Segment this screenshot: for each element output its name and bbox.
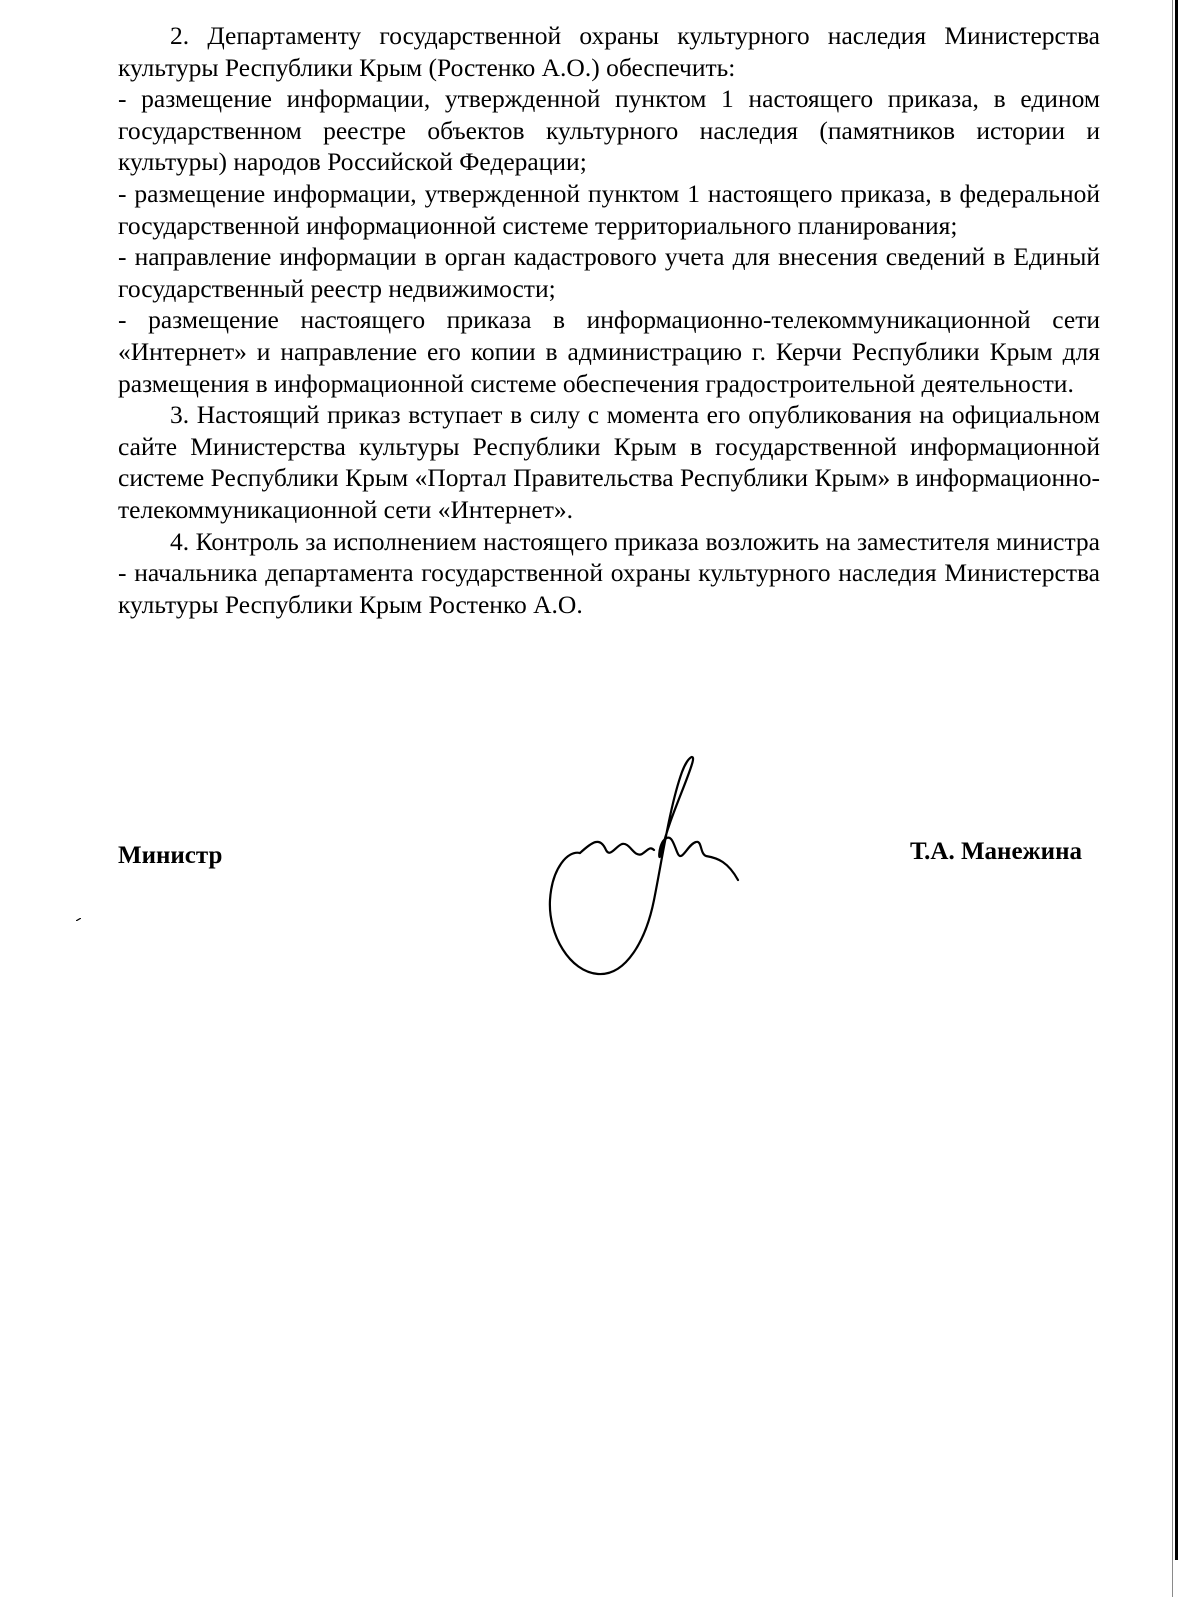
paragraph-item-3: 3. Настоящий приказ вступает в силу с момента его опубликования на официальном сайте Министерства культуры Республики Крым в государственной информационной системе Республики Крым «Портал Правительства Республики Крым» в информационно-телекоммуникационной сети «Интернет». [118,400,1100,524]
document-body [118,20,1100,620]
signer-position: Министр [118,842,223,869]
scan-edge-shadow [1172,0,1173,1597]
paragraph-item-2: 2. Департаменту государственной охраны культурного наследия Министерства культуры Республики Крым (Ростенко А.О.) обеспечить: [118,21,1100,82]
paragraph-bullet-planning-system: - размещение информации, утвержденной пунктом 1 настоящего приказа, в федеральной государственной информационной системе территориального планирования; [118,178,1100,240]
paragraph-bullet-registry: - размещение информации, утвержденной пунктом 1 настоящего приказа, в едином государственном реестре объектов культурного наследия (памятников истории и культуры) народов Российской Федерации; [118,84,1100,177]
paragraph-item-4: 4. Контроль за исполнением настоящего приказа возложить на заместителя министра - начальника департамента государственной охраны культурного наследия Министерства культуры Республики Крым Ростенко А.О. [118,526,1100,619]
signature-row [118,838,1082,878]
signer-name: Т.А. Манежина [909,838,1082,865]
scan-edge-line [1175,0,1178,1560]
scan-speck [76,918,81,921]
paragraph-bullet-internet: - размещение настоящего приказа в информационно-телекоммуникационной сети «Интернет» и направление его копии в администрацию г. Керчи Республики Крым для размещения в информационной системе обеспечения градостроительной деятельности. [118,305,1100,398]
paragraph-bullet-cadastral: - направление информации в орган кадастрового учета для внесения сведений в Единый государственный реестр недвижимости; [118,242,1100,303]
